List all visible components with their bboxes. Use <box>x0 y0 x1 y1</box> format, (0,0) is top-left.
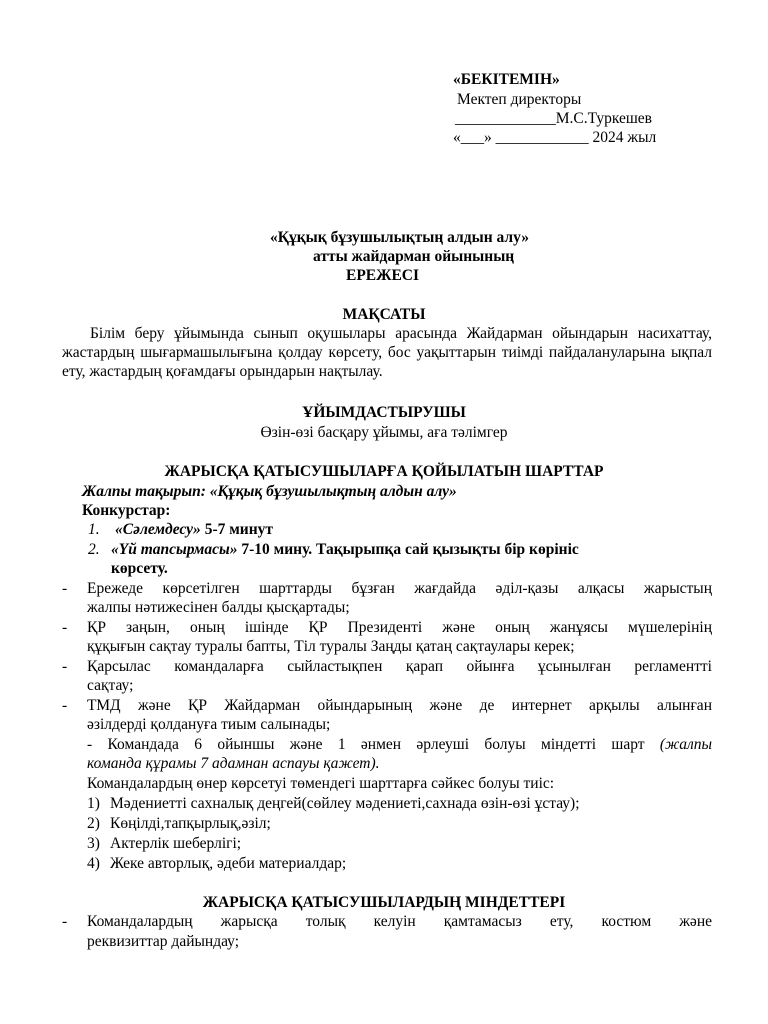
rule-line: ҚР заңын, оның ішінде ҚР Президенті және оның жанұясы мүшелерінің <box>87 619 712 636</box>
bullet-dash: - <box>62 619 68 636</box>
general-topic: Жалпы тақырып: «Құқық бұзушылықтың алдын алу» <box>82 483 457 500</box>
organizer-text: Өзін-өзі басқару ұйымы, аға тәлімгер <box>260 424 508 441</box>
performance-intro: Командалардың өнер көрсетуі төмендегі шарттарға сәйкес болуы тиіс: <box>87 775 555 792</box>
rule-line: ТМД және ҚР Жайдарман ойындарының және де интернет арқылы алынған <box>87 697 712 714</box>
approval-date: «___» ____________ 2024 жыл <box>453 129 657 146</box>
approval-signature: _____________М.С.Туркешев <box>455 110 652 127</box>
contest-item <box>111 540 579 559</box>
rule-line: Қарсылас командаларға сыйластықпен қарап ойынға ұсынылған регламентті <box>87 658 712 675</box>
criteria-text: Актерлік шеберлігі; <box>110 835 242 852</box>
goal-heading: МАҚСАТЫ <box>342 306 426 323</box>
bullet-dash: - <box>62 658 68 675</box>
goal-text: Білім беру ұйымында сынып оқушылары арасында Жайдарман ойындарын насихаттау, жастардың шығармашылығына қолдау көрсету, бос уақыттарын тиімді пайдалануларына ықпал ету, жастардың қоғамдағы орындарын нақтылау. <box>62 325 712 380</box>
organizer-heading: ҰЙЫМДАСТЫРУШЫ <box>302 404 466 421</box>
criteria-text: Мәдениетті сахналық деңгей(сөйлеу мәдениеті,сахнада өзін-өзі ұстау); <box>110 795 580 812</box>
conditions-heading: ЖАРЫСҚА ҚАТЫСУШЫЛАРҒА ҚОЙЫЛАТЫН ШАРТТАР <box>164 463 604 480</box>
contest-name: «Сәлемдесу» <box>115 521 201 538</box>
rule-line: Ережеде көрсетілген шарттарды бұзған жағдайда әділ-қазы алқасы жарыстың <box>87 580 712 597</box>
approval-title: «БЕКІТЕМІН» <box>453 71 560 88</box>
duty-line: Командалардың жарысқа толық келуін қамтамасыз ету, костюм және <box>87 913 712 930</box>
rule-line: құқығын сақтау туралы бапты, Тіл туралы Заңды қатаң сақтаулары керек; <box>87 638 575 655</box>
team-rule-note-cont: команда құрамы 7 адамнан аспауы қажет). <box>87 755 380 772</box>
contest-item <box>115 520 273 539</box>
criteria-number: 4) <box>87 855 100 872</box>
approval-role: Мектеп директоры <box>457 91 582 108</box>
doc-title-line3: ЕРЕЖЕСІ <box>346 267 420 284</box>
contest-continuation: көрсету. <box>111 560 168 577</box>
duty-line: реквизиттар дайындау; <box>87 933 240 950</box>
contest-duration: 7-10 мину. Тақырыпқа сай қызықты бір көрініс <box>237 541 579 558</box>
criteria-number: 1) <box>87 795 100 812</box>
criteria-text: Жеке авторлық, әдеби материалдар; <box>110 855 347 872</box>
rule-line: сақтау; <box>87 677 134 694</box>
contest-name: «Үй тапсырмасы» <box>111 541 238 558</box>
doc-title-line2: атты жайдарман ойынының <box>313 248 515 265</box>
rule-line: әзілдерді қолдануға тиым салынады; <box>87 716 331 733</box>
rule-line: жалпы нәтижесінен балды қысқартады; <box>87 599 350 616</box>
criteria-text: Көңілді,тапқырлық,әзіл; <box>110 815 271 832</box>
team-rule-line <box>87 735 712 754</box>
contest-duration: 5-7 минут <box>200 521 274 538</box>
criteria-number: 2) <box>87 815 100 832</box>
bullet-dash: - <box>62 580 68 597</box>
duties-heading: ЖАРЫСҚА ҚАТЫСУШЫЛАРДЫҢ МІНДЕТТЕРІ <box>202 894 566 911</box>
contest-number: 2. <box>88 541 100 558</box>
criteria-number: 3) <box>87 835 100 852</box>
contest-number: 1. <box>88 521 100 538</box>
team-rule-note: (жалпы <box>659 736 712 753</box>
team-rule-text: - Командада 6 ойыншы және 1 әнмен әрлеуші болуы міндетті шарт <box>87 736 660 753</box>
bullet-dash: - <box>62 697 68 714</box>
contests-label: Конкурстар: <box>82 502 171 519</box>
bullet-dash: - <box>62 913 68 930</box>
doc-title-line1: «Құқық бұзушылықтың алдын алу» <box>270 229 529 246</box>
